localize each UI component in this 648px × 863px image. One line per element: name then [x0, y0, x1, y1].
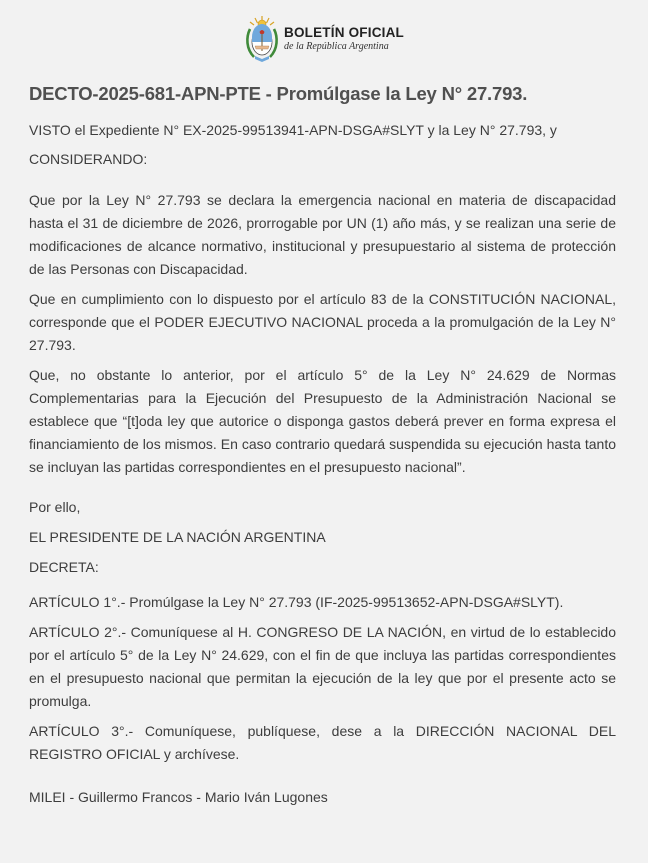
header [0, 14, 648, 64]
por-ello-text: Por ello, [29, 499, 81, 515]
decreta-heading: DECRETA: [29, 559, 99, 575]
signatures: MILEI - Guillermo Francos - Mario Iván Lugones [29, 789, 328, 805]
boletin-logo[interactable] [244, 15, 404, 63]
decree-title: DECTO-2025-681-APN-PTE - Promúlgase la Ley N° 27.793. [29, 83, 528, 104]
paragraph-3: Que, no obstante lo anterior, por el artículo 5° de la Ley N° 24.629 de Normas Complementarias para la Ejecución del Presupuesto de la Administración Nacional se establece que “[t]oda ley que autorice o disponga gastos deberá prever en forma expresa el financiamiento de los mismos. En caso contrario quedará suspendida su ejecución hasta tanto se incluyan las partidas correspondientes en el presupuesto nacional”. [29, 367, 616, 475]
considerando-heading: CONSIDERANDO: [29, 151, 148, 167]
article-1: ARTÍCULO 1°.- Promúlgase la Ley N° 27.793 (IF-2025-99513652-APN-DSGA#SLYT). [29, 594, 564, 610]
decree-content [29, 80, 616, 809]
argentina-coat-of-arms-icon [244, 15, 280, 63]
visto-paragraph: VISTO el Expediente N° EX-2025-99513941-APN-DSGA#SLYT y la Ley N° 27.793, y [29, 122, 557, 138]
president-heading: EL PRESIDENTE DE LA NACIÓN ARGENTINA [29, 529, 326, 545]
article-2: ARTÍCULO 2°.- Comuníquese al H. CONGRESO DE LA NACIÓN, en virtud de lo establecido por el artículo 5° de la Ley N° 24.629, con el fin de que incluya las partidas correspondientes en el presupuesto nacional que permitan la ejecución de la ley que por el presente acto se promulga. [29, 624, 616, 709]
brand-subtitle: de la República Argentina [284, 41, 389, 53]
paragraph-2: Que en cumplimiento con lo dispuesto por el artículo 83 de la CONSTITUCIÓN NACIONAL, corresponde que el PODER EJECUTIVO NACIONAL proceda a la promulgación de la Ley N° 27.793. [29, 291, 616, 353]
article-3: ARTÍCULO 3°.- Comuníquese, publíquese, dese a la DIRECCIÓN NACIONAL DEL REGISTRO OFICIAL y archívese. [29, 723, 616, 762]
brand-title: BOLETÍN OFICIAL [284, 24, 404, 40]
paragraph-1: Que por la Ley N° 27.793 se declara la emergencia nacional en materia de discapacidad hasta el 31 de diciembre de 2026, prorrogable por UN (1) año más, y se realizan una serie de modificaciones de alcance normativo, institucional y presupuestario al sistema de protección de las Personas con Discapacidad. [29, 192, 616, 277]
